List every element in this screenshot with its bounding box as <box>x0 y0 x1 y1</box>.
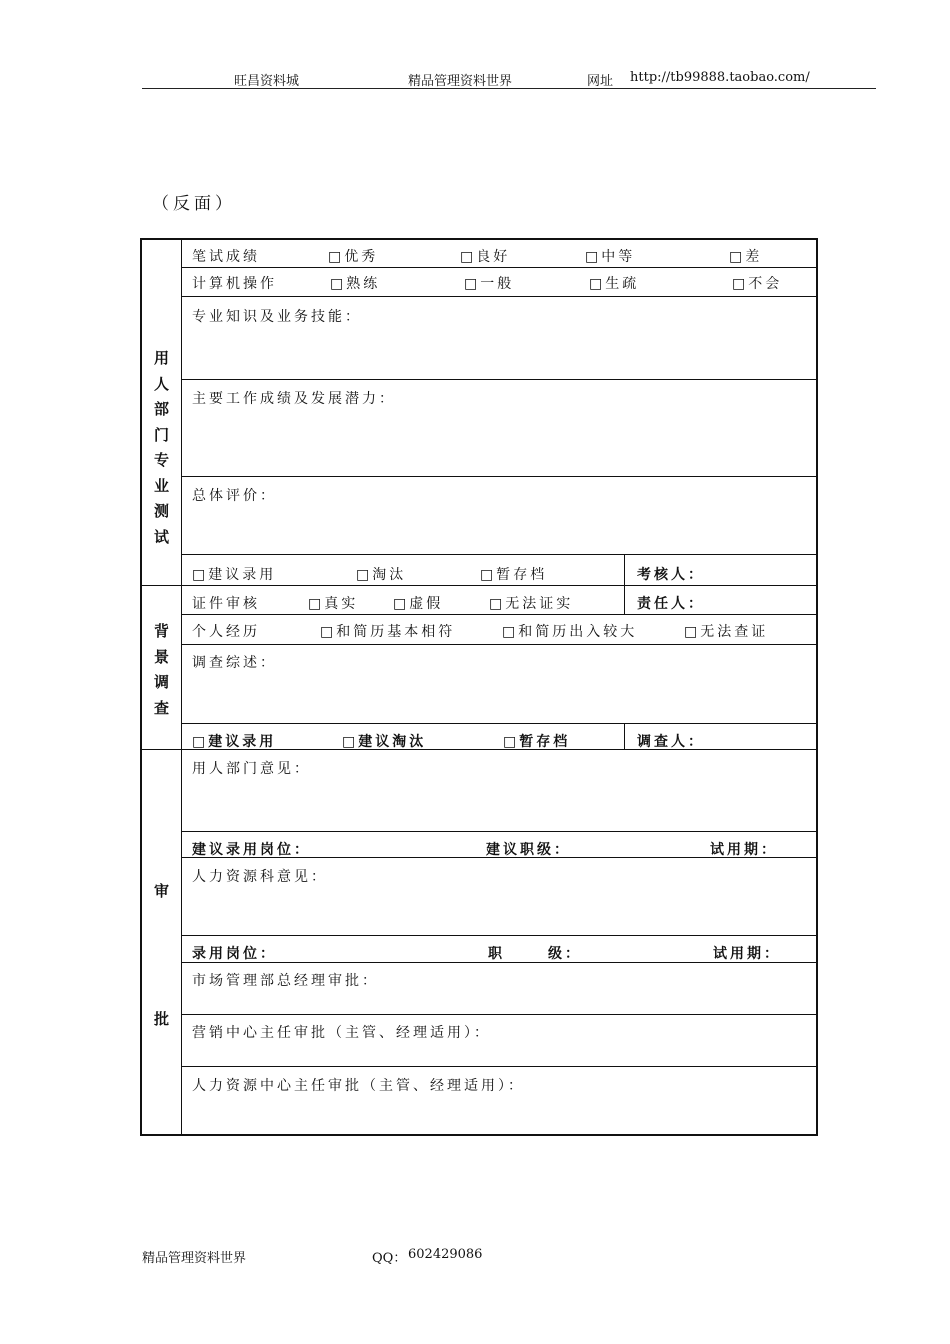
footer-qq-label: QQ： <box>372 1251 407 1266</box>
bg-option-archive[interactable]: □暂存档 <box>503 734 571 750</box>
divider <box>182 644 816 645</box>
header-center: 精品管理资料世界 <box>408 74 513 89</box>
footer-qq: 602429086 <box>408 1247 483 1262</box>
computer-option-none[interactable]: □不会 <box>732 276 783 292</box>
divider <box>182 267 816 268</box>
computer-option-unfamiliar[interactable]: □生疏 <box>589 276 640 292</box>
dept-opinion-field[interactable]: 用人部门意见： <box>192 761 311 777</box>
written-option-good[interactable]: □良好 <box>460 249 511 265</box>
computer-skill-label: 计算机操作 <box>192 276 277 292</box>
sec3-char-bottom: 批 <box>153 1010 169 1028</box>
sales-approval-field[interactable]: 营销中心主任审批（主管、经理适用）： <box>192 1025 491 1041</box>
hr-center-approval-field[interactable]: 人力资源中心主任审批（主管、经理适用）： <box>192 1078 525 1094</box>
history-option-match[interactable]: □和简历基本相符 <box>320 624 456 640</box>
written-score-label: 笔试成绩 <box>192 249 260 265</box>
sec3-char-top: 审 <box>153 882 169 900</box>
section-approval-label <box>142 749 182 1134</box>
market-approval-field[interactable]: 市场管理部总经理审批： <box>192 973 379 989</box>
knowledge-field[interactable]: 专业知识及业务技能： <box>192 309 362 325</box>
hire-level-label-a: 职 <box>488 946 505 962</box>
divider <box>624 585 625 614</box>
written-option-excellent[interactable]: □优秀 <box>328 249 379 265</box>
sec1-char: 测 <box>153 502 169 520</box>
probation-field-1[interactable]: 试用期： <box>710 842 778 858</box>
written-option-average[interactable]: □中等 <box>585 249 636 265</box>
header-url-label: 网址 <box>587 74 614 89</box>
cert-check-label: 证件审核 <box>192 596 260 612</box>
cert-option-unverifiable[interactable]: □无法证实 <box>489 596 574 612</box>
divider <box>182 723 816 724</box>
sec1-char: 用 <box>153 349 169 367</box>
sec2-char: 调 <box>153 673 169 691</box>
sec1-char: 专 <box>153 451 169 469</box>
probation-field-2[interactable]: 试用期： <box>713 946 781 962</box>
divider <box>182 614 816 615</box>
hire-post-field[interactable]: 录用岗位： <box>192 946 277 962</box>
bg-option-eliminate[interactable]: □建议淘汰 <box>342 734 427 750</box>
divider <box>182 296 816 297</box>
examiner-field[interactable]: 考核人： <box>637 567 705 583</box>
divider <box>182 554 816 555</box>
header-url: http://tb99888.taobao.com/ <box>630 70 810 85</box>
hire-level-field[interactable]: 级： <box>548 946 582 962</box>
sec1-char: 部 <box>153 400 169 418</box>
review-form <box>140 238 818 1136</box>
sec1-char: 门 <box>153 425 169 444</box>
suggest-post-field[interactable]: 建议录用岗位： <box>192 842 311 858</box>
page-subtitle: （反面） <box>152 194 236 214</box>
dept-option-eliminate[interactable]: □淘汰 <box>356 567 407 583</box>
investigator-field[interactable]: 调查人： <box>637 734 705 750</box>
dept-option-archive[interactable]: □暂存档 <box>480 567 548 583</box>
divider <box>182 1014 816 1015</box>
divider <box>624 554 625 585</box>
suggest-level-field[interactable]: 建议职级： <box>486 842 571 858</box>
overall-eval-field[interactable]: 总体评价： <box>192 488 277 504</box>
divider <box>182 831 816 832</box>
history-option-unverifiable[interactable]: □无法查证 <box>684 624 769 640</box>
page-header <box>142 68 876 89</box>
section-background-check-label <box>142 585 182 749</box>
sec2-char: 景 <box>153 647 169 666</box>
cert-option-fake[interactable]: □虚假 <box>393 596 444 612</box>
divider <box>182 857 816 858</box>
responsible-field[interactable]: 责任人： <box>637 596 705 612</box>
section-dept-test-label <box>142 240 182 585</box>
divider <box>182 935 816 936</box>
dept-option-recommend[interactable]: □建议录用 <box>192 567 277 583</box>
achievements-field[interactable]: 主要工作成绩及发展潜力： <box>192 391 396 407</box>
hr-opinion-field[interactable]: 人力资源科意见： <box>192 869 328 885</box>
divider <box>182 476 816 477</box>
sec1-char: 业 <box>153 476 169 495</box>
cert-option-genuine[interactable]: □真实 <box>308 596 359 612</box>
computer-option-proficient[interactable]: □熟练 <box>330 276 381 292</box>
divider <box>182 1066 816 1067</box>
sec1-char: 人 <box>153 374 169 393</box>
divider <box>182 379 816 380</box>
divider <box>624 723 625 749</box>
history-option-mismatch[interactable]: □和简历出入较大 <box>502 624 638 640</box>
divider <box>182 962 816 963</box>
header-left: 旺昌资料城 <box>234 74 300 89</box>
section-divider <box>142 585 816 586</box>
section-divider <box>142 749 816 750</box>
written-option-poor[interactable]: □差 <box>729 249 763 265</box>
sec2-char: 查 <box>153 698 169 717</box>
sec1-char: 试 <box>153 527 169 546</box>
footer-left: 精品管理资料世界 <box>142 1251 247 1266</box>
bg-option-recommend[interactable]: □建议录用 <box>192 734 277 750</box>
computer-option-fair[interactable]: □一般 <box>464 276 515 292</box>
history-label: 个人经历 <box>192 624 260 640</box>
sec2-char: 背 <box>153 622 169 640</box>
investigation-summary-field[interactable]: 调查综述： <box>192 655 277 671</box>
